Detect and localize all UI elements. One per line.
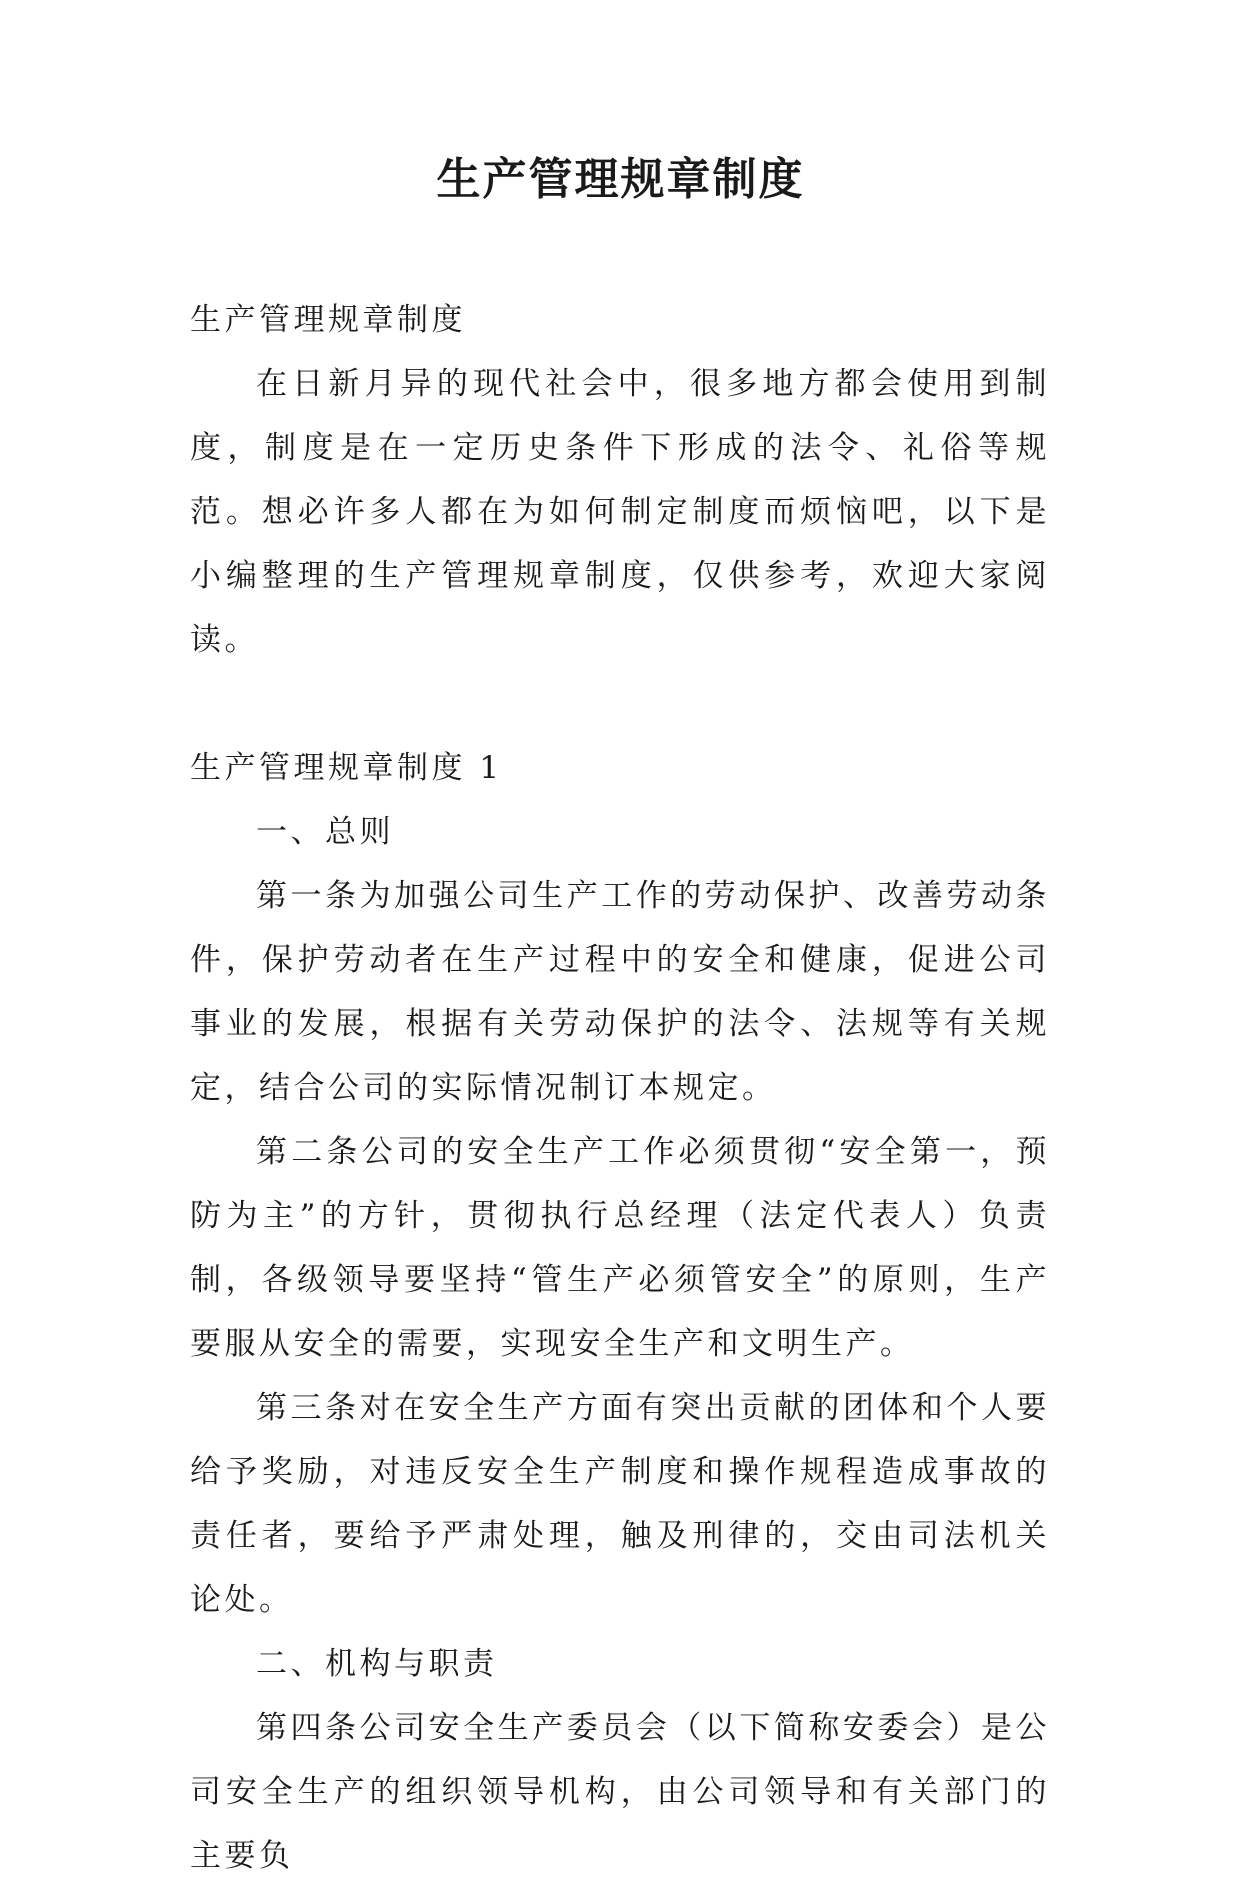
intro-paragraph: 在日新月异的现代社会中，很多地方都会使用到制度，制度是在一定历史条件下形成的法令、礼俗等规范。想必许多人都在为如何制定制度而烦恼吧，以下是小编整理的生产管理规章制度，仅供参考，欢迎大家阅读。 [190,366,1050,658]
section-title: 生产管理规章制度 1 [190,750,503,786]
article-4: 第四条公司安全生产委员会（以下简称安委会）是公司安全生产的组织领导机构，由公司领导和有关部门的主要负 [190,1710,1050,1874]
article-3: 第三条对在安全生产方面有突出贡献的团体和个人要给予奖励，对违反安全生产制度和操作规程造成事故的责任者，要给予严肃处理，触及刑律的，交由司法机关论处。 [190,1390,1050,1618]
document-subtitle: 生产管理规章制度 [190,302,466,338]
chapter-heading-organization: 二、机构与职责 [256,1646,498,1682]
document-body [190,288,1050,1888]
document-title: 生产管理规章制度 [436,154,805,205]
article-2: 第二条公司的安全生产工作必须贯彻“安全第一，预防为主”的方针，贯彻执行总经理（法定代表人）负责制，各级领导要坚持“管生产必须管安全”的原则，生产要服从安全的需要，实现安全生产和文明生产。 [190,1134,1050,1362]
article-1: 第一条为加强公司生产工作的劳动保护、改善劳动条件，保护劳动者在生产过程中的安全和健康，促进公司事业的发展，根据有关劳动保护的法令、法规等有关规定，结合公司的实际情况制订本规定。 [190,878,1050,1106]
chapter-heading-general: 一、总则 [256,814,394,850]
